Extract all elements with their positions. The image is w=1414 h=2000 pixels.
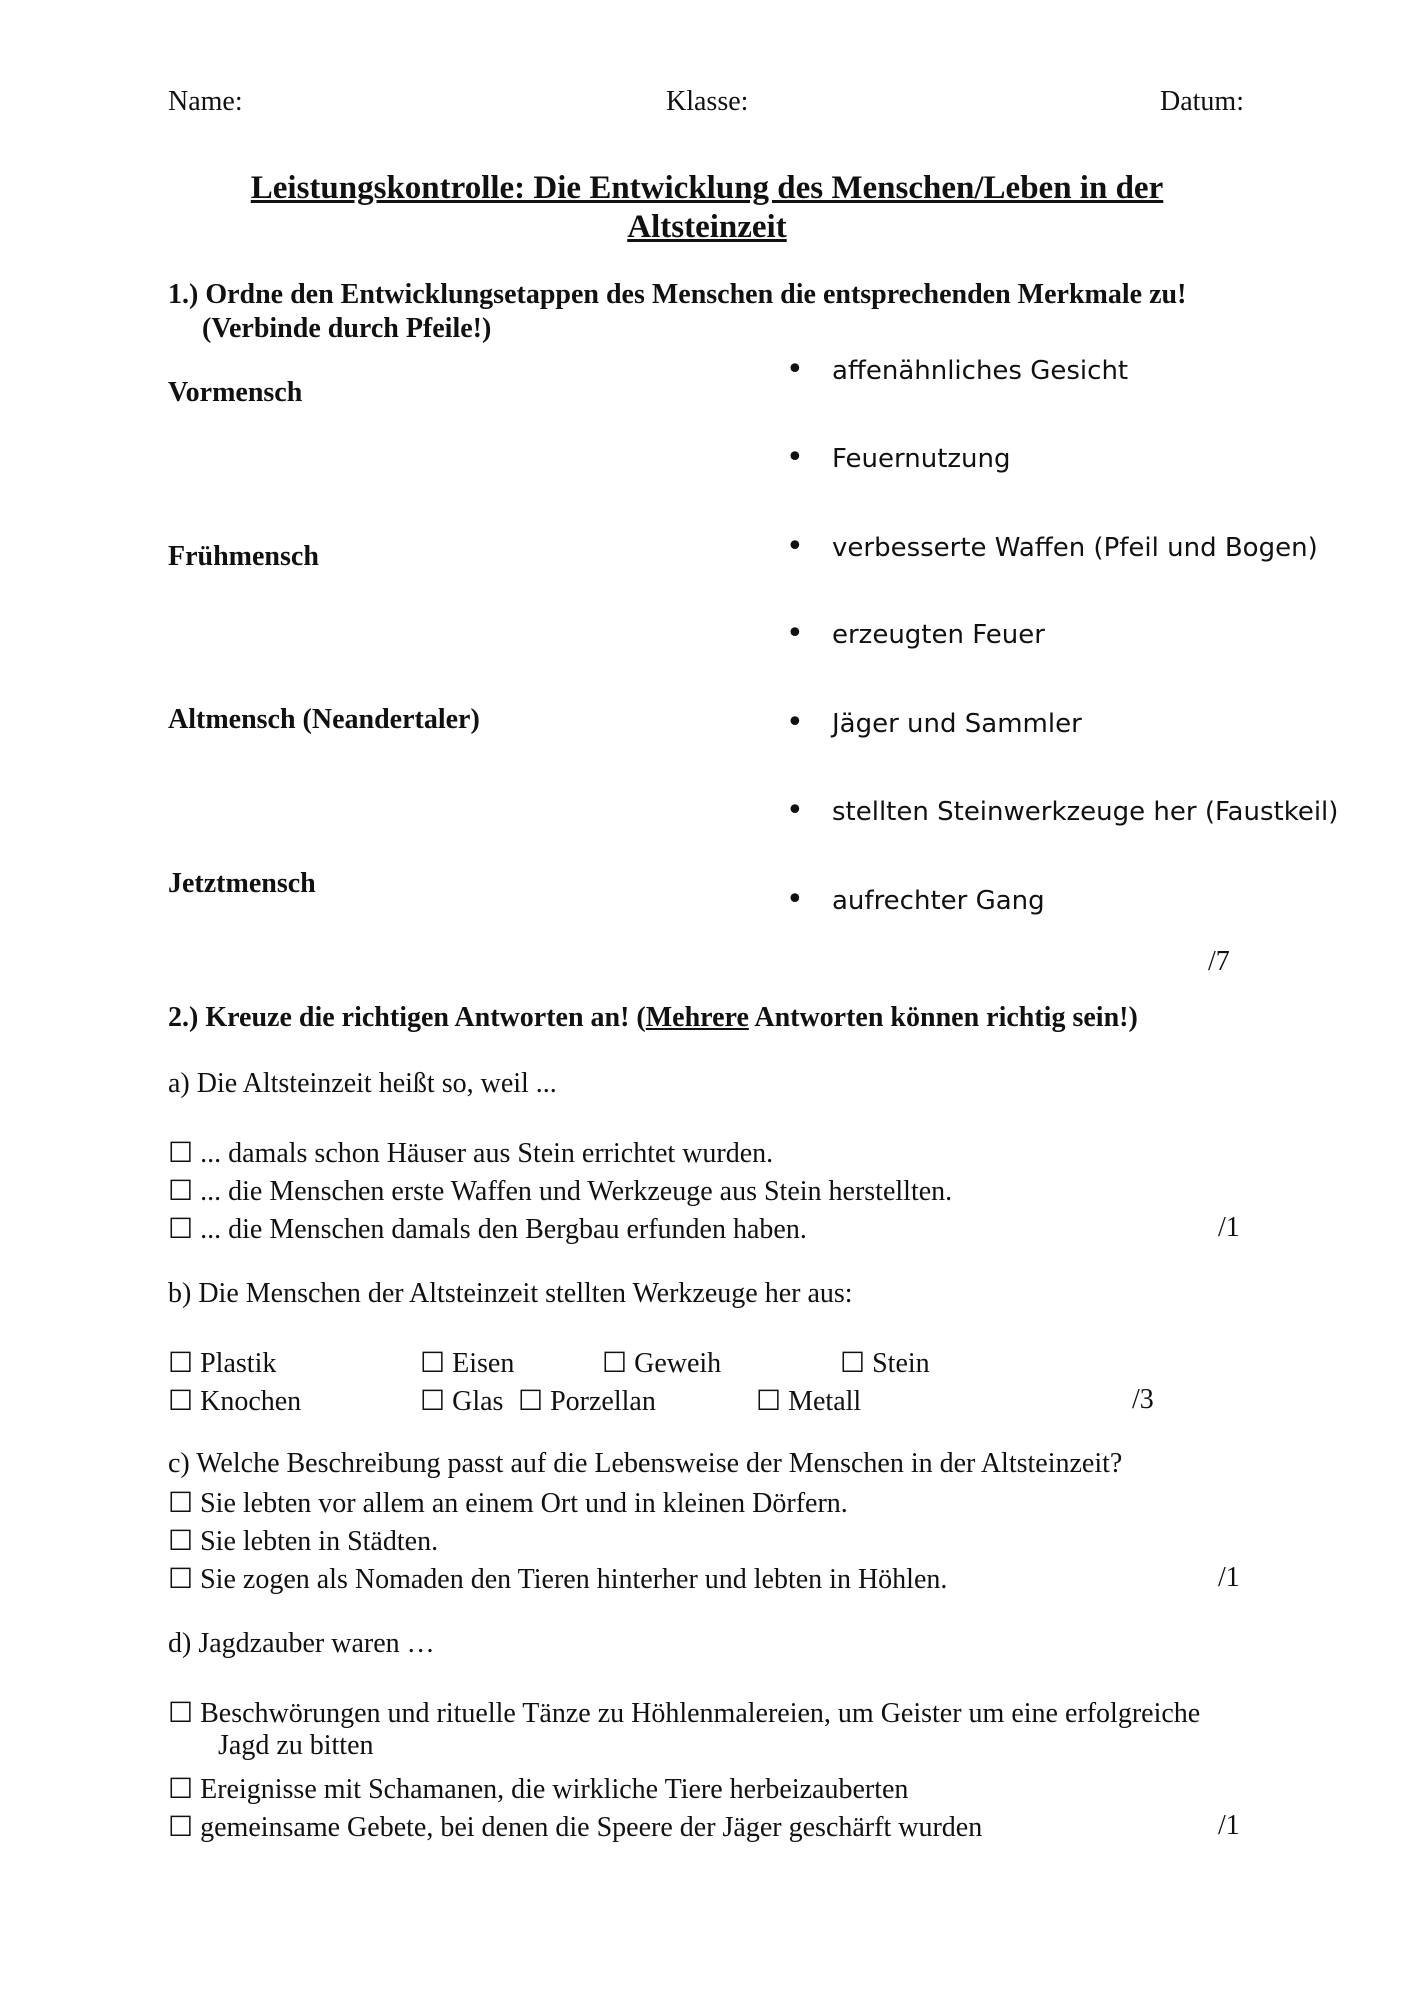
- question-b: b) Die Menschen der Altsteinzeit stellten Werkzeuge her aus:: [168, 1278, 853, 1309]
- feature-item: aufrechter Gang: [832, 886, 1045, 916]
- task2-instruction-pre: 2.) Kreuze die richtigen Antworten an! (: [168, 1002, 646, 1033]
- option-b-plastik[interactable]: ☐ Plastik: [168, 1348, 277, 1379]
- klasse-label: Klasse:: [666, 86, 749, 117]
- bullet-icon: •: [786, 793, 804, 828]
- checkbox-icon[interactable]: ☐: [168, 1138, 194, 1169]
- option-d2[interactable]: ☐ Ereignisse mit Schamanen, die wirkliche Tiere herbeizauberten: [168, 1774, 909, 1805]
- score-a: /1: [1218, 1212, 1240, 1243]
- checkbox-icon[interactable]: ☐: [420, 1386, 446, 1417]
- feature-item: Feuernutzung: [832, 444, 1011, 474]
- option-d1-continuation: Jagd zu bitten: [218, 1730, 374, 1761]
- checkbox-icon[interactable]: ☐: [518, 1386, 544, 1417]
- option-b-geweih[interactable]: ☐ Geweih: [602, 1348, 722, 1379]
- bullet-icon: •: [786, 440, 804, 475]
- checkbox-icon[interactable]: ☐: [420, 1348, 446, 1379]
- task2-instruction-post: Antworten können richtig sein!): [748, 1002, 1138, 1033]
- option-d1[interactable]: ☐ Beschwörungen und rituelle Tänze zu Höhlenmalereien, um Geister um eine erfolgreiche: [168, 1698, 1201, 1729]
- bullet-icon: •: [786, 882, 804, 917]
- bullet-icon: •: [786, 705, 804, 740]
- checkbox-icon[interactable]: ☐: [168, 1698, 194, 1729]
- checkbox-icon[interactable]: ☐: [168, 1488, 194, 1519]
- stage-jetztmensch: Jetztmensch: [168, 868, 316, 899]
- stage-altmensch: Altmensch (Neandertaler): [168, 704, 480, 735]
- feature-item: affenähnliches Gesicht: [832, 356, 1129, 386]
- page-title-line2: Altsteinzeit: [627, 209, 787, 245]
- stage-fruehmensch: Frühmensch: [168, 541, 319, 572]
- bullet-icon: •: [786, 616, 804, 651]
- feature-item: Jäger und Sammler: [832, 709, 1082, 739]
- option-c2[interactable]: ☐ Sie lebten in Städten.: [168, 1526, 439, 1557]
- option-b-metall[interactable]: ☐ Metall: [756, 1386, 862, 1417]
- option-b-porzellan[interactable]: ☐ Porzellan: [518, 1386, 656, 1417]
- checkbox-icon[interactable]: ☐: [168, 1176, 194, 1207]
- checkbox-icon[interactable]: ☐: [840, 1348, 866, 1379]
- checkbox-icon[interactable]: ☐: [168, 1214, 194, 1245]
- option-c1[interactable]: ☐ Sie lebten vor allem an einem Ort und in kleinen Dörfern.: [168, 1488, 848, 1519]
- question-d: d) Jagdzauber waren …: [168, 1628, 435, 1659]
- bullet-icon: •: [786, 352, 804, 387]
- option-b-stein[interactable]: ☐ Stein: [840, 1348, 930, 1379]
- question-a: a) Die Altsteinzeit heißt so, weil ...: [168, 1068, 557, 1099]
- option-b-glas[interactable]: ☐ Glas: [420, 1386, 504, 1417]
- stage-vormensch: Vormensch: [168, 377, 303, 408]
- score-c: /1: [1218, 1562, 1240, 1593]
- checkbox-icon[interactable]: ☐: [756, 1386, 782, 1417]
- task1-instruction-note: (Verbinde durch Pfeile!): [202, 313, 492, 344]
- datum-label: Datum:: [1160, 86, 1244, 117]
- checkbox-icon[interactable]: ☐: [168, 1774, 194, 1805]
- option-a2[interactable]: ☐ ... die Menschen erste Waffen und Werkzeuge aus Stein herstellten.: [168, 1176, 953, 1207]
- checkbox-icon[interactable]: ☐: [168, 1386, 194, 1417]
- feature-item: stellten Steinwerkzeuge her (Faustkeil): [832, 797, 1339, 827]
- name-label: Name:: [168, 86, 243, 117]
- page-title-line1: Leistungskontrolle: Die Entwicklung des Menschen/Leben in der: [250, 170, 1164, 206]
- checkbox-icon[interactable]: ☐: [168, 1526, 194, 1557]
- score-d: /1: [1218, 1810, 1240, 1841]
- bullet-icon: •: [786, 529, 804, 564]
- question-c: c) Welche Beschreibung passt auf die Lebensweise der Menschen in der Altsteinzeit?: [168, 1448, 1123, 1479]
- feature-item: erzeugten Feuer: [832, 620, 1045, 650]
- task1-instruction: 1.) Ordne den Entwicklungsetappen des Menschen die entsprechenden Merkmale zu!: [168, 279, 1187, 310]
- task1-score: /7: [1208, 946, 1230, 977]
- task2-instruction-emphasis: Mehrere: [645, 1002, 749, 1033]
- checkbox-icon[interactable]: ☐: [168, 1348, 194, 1379]
- option-d3[interactable]: ☐ gemeinsame Gebete, bei denen die Speere der Jäger geschärft wurden: [168, 1812, 983, 1843]
- option-a1[interactable]: ☐ ... damals schon Häuser aus Stein errichtet wurden.: [168, 1138, 774, 1169]
- option-c3[interactable]: ☐ Sie zogen als Nomaden den Tieren hinterher und lebten in Höhlen.: [168, 1564, 948, 1595]
- checkbox-icon[interactable]: ☐: [602, 1348, 628, 1379]
- option-b-eisen[interactable]: ☐ Eisen: [420, 1348, 515, 1379]
- option-a3[interactable]: ☐ ... die Menschen damals den Bergbau erfunden haben.: [168, 1214, 807, 1245]
- task2-instruction: [168, 1002, 1138, 1034]
- checkbox-icon[interactable]: ☐: [168, 1564, 194, 1595]
- feature-item: verbesserte Waffen (Pfeil und Bogen): [832, 533, 1318, 563]
- checkbox-icon[interactable]: ☐: [168, 1812, 194, 1843]
- score-b: /3: [1132, 1384, 1154, 1415]
- option-b-knochen[interactable]: ☐ Knochen: [168, 1386, 302, 1417]
